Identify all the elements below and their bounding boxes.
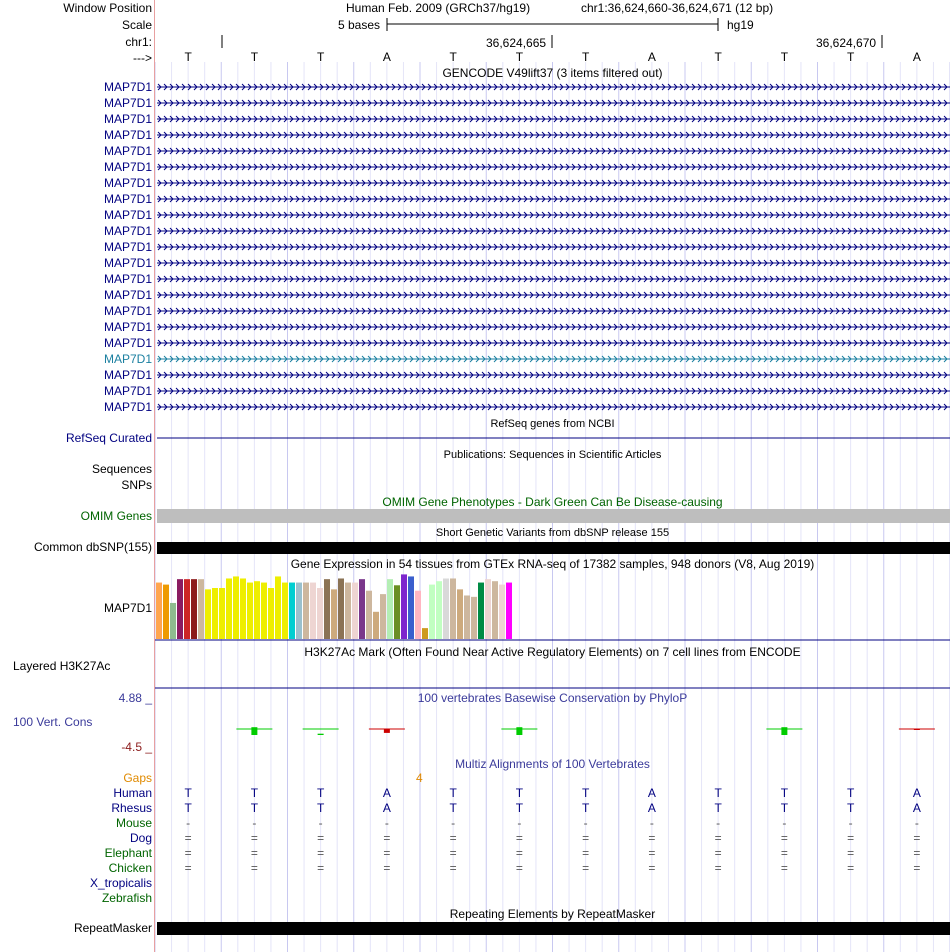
coord-tick-2: 36,624,670 xyxy=(816,36,877,50)
multiz-base: = xyxy=(383,846,391,860)
gencode-transcript-label[interactable]: MAP7D1 xyxy=(103,352,152,366)
omim-track-title: OMIM Gene Phenotypes - Dark Green Can Be Disease-causing xyxy=(382,495,723,509)
gencode-transcript-label[interactable]: MAP7D1 xyxy=(103,288,152,302)
refseq-track-title: RefSeq genes from NCBI xyxy=(490,418,615,430)
dbsnp-track-label[interactable]: Common dbSNP(155) xyxy=(33,540,152,554)
gencode-transcript-label[interactable]: MAP7D1 xyxy=(103,272,152,286)
scale-db-label: hg19 xyxy=(727,18,754,32)
base-letter: A xyxy=(912,50,921,64)
multiz-base: = xyxy=(383,831,391,845)
multiz-base: = xyxy=(449,846,457,860)
multiz-base: = xyxy=(648,846,656,860)
multiz-species-label[interactable]: Zebrafish xyxy=(101,891,152,905)
strand-arrow-label: ---> xyxy=(133,51,152,65)
multiz-base: = xyxy=(714,831,722,845)
multiz-base: = xyxy=(913,846,921,860)
multiz-species-label[interactable]: X_tropicalis xyxy=(89,876,152,890)
multiz-species-label[interactable]: Mouse xyxy=(115,816,152,830)
multiz-base: = xyxy=(582,861,590,875)
base-letter: T xyxy=(250,50,259,64)
multiz-base: = xyxy=(515,846,523,860)
gencode-transcript-label[interactable]: MAP7D1 xyxy=(103,112,152,126)
gaps-label: Gaps xyxy=(123,771,152,785)
gencode-transcript-label[interactable]: MAP7D1 xyxy=(103,160,152,174)
refseq-track-label[interactable]: RefSeq Curated xyxy=(65,431,152,445)
gencode-transcript-label[interactable]: MAP7D1 xyxy=(103,144,152,158)
base-letter: T xyxy=(846,50,855,64)
gencode-transcript-label[interactable]: MAP7D1 xyxy=(103,320,152,334)
multiz-base: T xyxy=(515,801,524,815)
multiz-base: = xyxy=(383,861,391,875)
multiz-base: - xyxy=(186,816,191,830)
multiz-base: = xyxy=(847,846,855,860)
multiz-base: = xyxy=(250,846,258,860)
multiz-base: T xyxy=(581,786,590,800)
multiz-base: T xyxy=(250,786,259,800)
multiz-base: A xyxy=(912,786,921,800)
base-letter: T xyxy=(780,50,789,64)
multiz-base: - xyxy=(782,816,787,830)
cons-max-label: 4.88 _ xyxy=(118,691,152,705)
snps-track-label[interactable]: SNPs xyxy=(121,478,152,492)
multiz-base: T xyxy=(449,786,457,800)
cons-min-label: -4.5 _ xyxy=(121,740,152,754)
h3k27ac-track-label[interactable]: Layered H3K27Ac xyxy=(13,659,111,673)
position-text: chr1:36,624,660-36,624,671 (12 bp) xyxy=(581,1,774,15)
gencode-transcript-label[interactable]: MAP7D1 xyxy=(103,96,152,110)
multiz-base: = xyxy=(780,831,788,845)
multiz-species-label[interactable]: Dog xyxy=(129,831,152,845)
gencode-transcript-label[interactable]: MAP7D1 xyxy=(103,208,152,222)
multiz-base: = xyxy=(648,861,656,875)
multiz-base: - xyxy=(384,816,389,830)
gencode-transcript-label[interactable]: MAP7D1 xyxy=(103,80,152,94)
gencode-track-title: GENCODE V49lift37 (3 items filtered out) xyxy=(442,66,663,80)
gtex-track-title: Gene Expression in 54 tissues from GTEx RNA-seq of 17382 samples, 948 donors (V8, Aug 2019) xyxy=(290,557,815,571)
base-letter: T xyxy=(714,50,722,64)
multiz-base: - xyxy=(318,816,323,830)
multiz-base: T xyxy=(316,786,325,800)
multiz-base: = xyxy=(515,861,523,875)
repeatmasker-track-title: Repeating Elements by RepeatMasker xyxy=(449,907,656,921)
multiz-base: = xyxy=(913,831,921,845)
multiz-base: = xyxy=(847,861,855,875)
multiz-base: - xyxy=(517,816,522,830)
multiz-base: = xyxy=(780,861,788,875)
multiz-species-label[interactable]: Rhesus xyxy=(111,801,152,815)
multiz-base: A xyxy=(912,801,921,815)
omim-track-label[interactable]: OMIM Genes xyxy=(80,509,152,523)
gencode-transcript-label[interactable]: MAP7D1 xyxy=(103,240,152,254)
multiz-base: T xyxy=(184,786,192,800)
multiz-base: = xyxy=(515,831,523,845)
multiz-base: = xyxy=(317,861,325,875)
track-label-column xyxy=(0,0,154,952)
gaps-count: 4 xyxy=(416,771,423,785)
scale-label: Scale xyxy=(121,18,152,32)
track-data-area[interactable] xyxy=(155,0,950,952)
multiz-base: T xyxy=(780,786,789,800)
base-letter: T xyxy=(184,50,192,64)
assembly-title: Human Feb. 2009 (GRCh37/hg19) xyxy=(346,1,531,15)
gencode-transcript-label[interactable]: MAP7D1 xyxy=(103,256,152,270)
multiz-base: T xyxy=(714,786,722,800)
multiz-base: = xyxy=(582,846,590,860)
cons-track-label[interactable]: 100 Vert. Cons xyxy=(13,715,93,729)
multiz-base: - xyxy=(451,816,456,830)
multiz-base: = xyxy=(913,861,921,875)
multiz-base: T xyxy=(250,801,259,815)
repeatmasker-track-label[interactable]: RepeatMasker xyxy=(73,921,152,935)
base-letter: T xyxy=(316,50,325,64)
multiz-base: - xyxy=(914,816,919,830)
base-letter: T xyxy=(449,50,457,64)
multiz-base: = xyxy=(714,861,722,875)
multiz-base: T xyxy=(581,801,590,815)
multiz-base: = xyxy=(582,831,590,845)
multiz-species-label[interactable]: Chicken xyxy=(108,861,152,875)
base-letter: T xyxy=(581,50,590,64)
gencode-transcript-label[interactable]: MAP7D1 xyxy=(103,368,152,382)
multiz-track-title: Multiz Alignments of 100 Vertebrates xyxy=(455,757,650,771)
gencode-transcript-label[interactable]: MAP7D1 xyxy=(103,384,152,398)
multiz-base: A xyxy=(647,801,656,815)
chr-label: chr1: xyxy=(125,35,152,49)
multiz-base: T xyxy=(449,801,457,815)
h3k27ac-track-title: H3K27Ac Mark (Often Found Near Active Regulatory Elements) on 7 cell lines from ENCODE xyxy=(304,645,801,659)
publications-track-label[interactable]: Sequences xyxy=(91,462,152,476)
multiz-base: = xyxy=(648,831,656,845)
multiz-base: = xyxy=(449,861,457,875)
gencode-transcript-label[interactable]: MAP7D1 xyxy=(103,128,152,142)
multiz-base: - xyxy=(848,816,853,830)
multiz-base: = xyxy=(714,846,722,860)
multiz-base: A xyxy=(382,786,391,800)
multiz-base: = xyxy=(250,831,258,845)
multiz-base: T xyxy=(846,801,855,815)
multiz-base: = xyxy=(847,831,855,845)
multiz-base: - xyxy=(649,816,654,830)
base-letter: A xyxy=(382,50,391,64)
window-position-label: Window Position xyxy=(63,1,152,15)
multiz-base: = xyxy=(184,831,192,845)
multiz-base: T xyxy=(515,786,524,800)
multiz-base: T xyxy=(316,801,325,815)
gencode-transcript-label[interactable]: MAP7D1 xyxy=(103,176,152,190)
multiz-species-label[interactable]: Human xyxy=(113,786,152,800)
publications-track-title: Publications: Sequences in Scientific Articles xyxy=(443,449,662,461)
multiz-base: = xyxy=(184,846,192,860)
multiz-base: = xyxy=(184,861,192,875)
base-letter: A xyxy=(647,50,656,64)
gencode-transcript-label[interactable]: MAP7D1 xyxy=(103,192,152,206)
multiz-base: = xyxy=(317,831,325,845)
multiz-base: T xyxy=(780,801,789,815)
multiz-base: = xyxy=(317,846,325,860)
multiz-base: - xyxy=(716,816,721,830)
gencode-transcript-label[interactable]: MAP7D1 xyxy=(103,304,152,318)
coord-tick-1: 36,624,665 xyxy=(486,36,547,50)
base-letter: T xyxy=(515,50,524,64)
dbsnp-track-title: Short Genetic Variants from dbSNP release 155 xyxy=(435,527,670,539)
cons-track-title: 100 vertebrates Basewise Conservation by PhyloP xyxy=(417,691,688,705)
gencode-transcript-label[interactable]: MAP7D1 xyxy=(103,400,152,414)
gtex-track-label[interactable]: MAP7D1 xyxy=(103,601,152,615)
multiz-base: = xyxy=(250,861,258,875)
multiz-base: - xyxy=(252,816,257,830)
multiz-species-label[interactable]: Elephant xyxy=(104,846,152,860)
gencode-transcript-label[interactable]: MAP7D1 xyxy=(103,224,152,238)
multiz-base: A xyxy=(382,801,391,815)
multiz-base: = xyxy=(449,831,457,845)
multiz-base: T xyxy=(184,801,192,815)
scale-bar-label: 5 bases xyxy=(338,18,381,32)
multiz-base: - xyxy=(583,816,588,830)
multiz-base: T xyxy=(714,801,722,815)
multiz-base: = xyxy=(780,846,788,860)
multiz-base: T xyxy=(846,786,855,800)
multiz-base: A xyxy=(647,786,656,800)
repeatmasker-track[interactable] xyxy=(155,0,950,952)
gencode-transcript-label[interactable]: MAP7D1 xyxy=(103,336,152,350)
